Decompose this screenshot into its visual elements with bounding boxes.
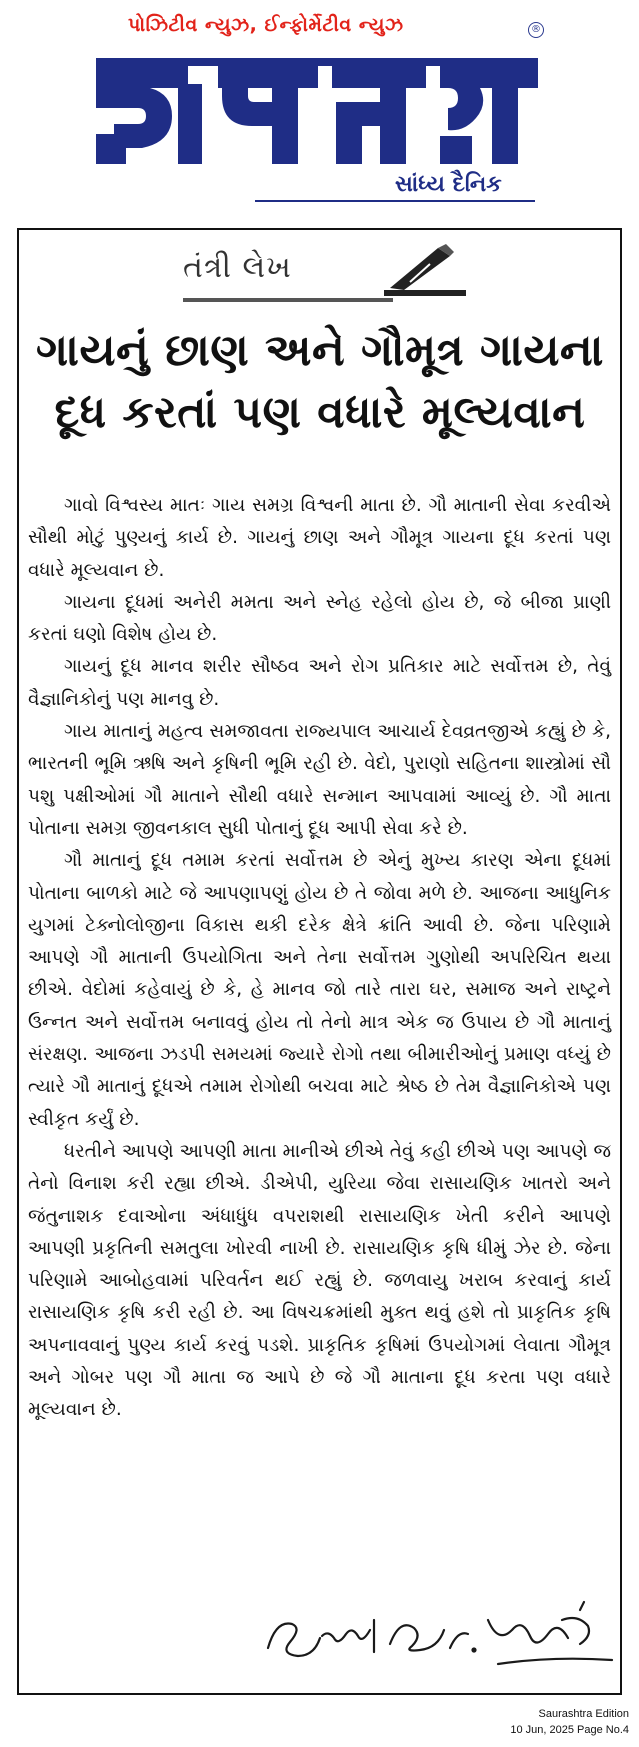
edition-info bbox=[510, 1706, 629, 1738]
pen-nib-icon bbox=[380, 242, 470, 298]
masthead-underline bbox=[255, 200, 535, 202]
edition-type: સાંધ્ય દૈનિક bbox=[395, 172, 502, 197]
headline bbox=[28, 320, 612, 444]
edition-date-page: 10 Jun, 2025 Page No.4 bbox=[510, 1724, 629, 1736]
paragraph-5: ગૌ માતાનું દૂધ તમામ કરતાં સર્વોત્તમ છે એનું મુખ્ય કારણ એના દૂધમાં પોતાના બાળકો માટે જે આપણાપણું હોય છે તે જોવા મળે છે. આજના આધુનિક યુગમાં ટેક્નોલોજીના વિકાસ થકી દરેક ક્ષેત્રે ક્રાંતિ આવી છે. જેના પરિણામે આપણે ગૌ માતાની ઉપયોગિતા અને તેના સર્વોત્તમ ગુણોથી અપરિચિત થયા છીએ. વેદોમાં કહેવાયું છે કે, હે માનવ જો તારે તારા ઘર, સમાજ અને રાષ્ટ્રને ઉન્નત અને સર્વોત્તમ બનાવવું હોય તો તેનો માત્ર એક જ ઉપાય છે ગૌ માતાનું સંરક્ષણ. આજના ઝડપી સમયમાં જ્યારે રોગો તથા બીમારીઓનું પ્રમાણ વધ્યું છે ત્યારે ગૌ માતાનું દૂધએ તમામ રોગોથી બચવા માટે શ્રેષ્ઠ છે તેમ વૈજ્ઞાનિકોએ પણ સ્વીકૃત કર્યું છે. bbox=[28, 850, 611, 1130]
paragraph-2: ગાયના દૂધમાં અનેરી મમતા અને સ્નેહ રહેલો હોય છે, જે બીજા પ્રાણી કરતાં ઘણો વિશેષ હોય છે. bbox=[28, 591, 611, 646]
paragraph-6: ધરતીને આપણે આપણી માતા માનીએ છીએ તેવું કહી છીએ પણ આપણે જ તેનો વિનાશ કરી રહ્યા છીએ. ડીએપી, યુરિયા જેવા રાસાયણિક ખાતરો અને જંતુનાશક દવાઓના અંધાધુંધ વપરાશથી રાસાયણિક ખેતી કરીને આપણે આપણી પ્રકૃતિની સમતુલા ખોરવી નાખી છે. રાસાયણિક કૃષિ ધીમું ઝેર છે. જેના પરિણામે આબોહવામાં પરિવર્તન થઈ રહ્યું છે. જળવાયુ ખરાબ કરવાનું કાર્ય રાસાયણિક કૃષિ કરી રહી છે. આ વિષચક્રમાંથી મુક્ત થવું હશે તો પ્રાકૃતિક કૃષિ અપનાવવાનું પુણ્ય કાર્ય કરવું પડશે. પ્રાકૃતિક કૃષિમાં ઉપયોગમાં લેવાતા ગૌમૂત્ર અને ગોબર પણ ગૌ માતા જ આપે છે જે ગૌ માતાના દૂધ કરતા પણ વધારે મૂલ્યવાન છે. bbox=[28, 1140, 611, 1421]
headline-line-1: ગાયનું છાણ અને ગૌમૂત્ર ગાયના bbox=[36, 325, 604, 376]
paragraph-1: ગાવો વિશ્વસ્ય માતઃ ગાય સમગ્ર વિશ્વની માતા છે. ગૌ માતાની સેવા કરવીએ સૌથી મોટું પુણ્યનું કાર્ય છે. ગાયનું છાણ અને ગૌમૂત્ર ગાયના દૂધ કરતાં પણ વધારે મૂલ્યવાન છે. bbox=[28, 495, 611, 581]
paragraph-4: ગાય માતાનું મહત્વ સમજાવતા રાજ્યપાલ આચાર્ય દેવવ્રતજીએ કહ્યું છે કે, ભારતની ભૂમિ ઋષિ અને કૃષિની ભૂમિ રહી છે. વેદો, પુરાણો સહિતના શાસ્ત્રોમાં સૌ પશુ પક્ષીઓમાં ગૌ માતાને સૌથી વધારે સન્માન આપવામાં આવ્યું છે. ગૌ માતા પોતાના સમગ્ર જીવનકાલ સુધી પોતાનું દૂધ આપી સેવા કરે છે. bbox=[28, 721, 611, 839]
edition-name: Saurashtra Edition bbox=[538, 1708, 629, 1720]
section-label-underline bbox=[183, 298, 393, 302]
masthead bbox=[0, 0, 639, 215]
article-body bbox=[28, 490, 611, 1427]
registered-mark: ® bbox=[528, 22, 544, 38]
paragraph-3: ગાયનું દૂધ માનવ શરીર સૌષ્ઠવ અને રોગ પ્રતિકાર માટે સર્વોત્તમ છે, તેવું વૈજ્ઞાનિકોનું પણ માનવુ છે. bbox=[28, 656, 611, 710]
author-signature bbox=[262, 1590, 617, 1672]
masthead-tagline: પોઝિટીવ ન્યુઝ, ઈન્ફોર્મેટીવ ન્યુઝ bbox=[128, 14, 404, 36]
abtak-logo bbox=[92, 44, 542, 176]
headline-line-2: દૂધ કરતાં પણ વધારે મૂલ્યવાન bbox=[54, 387, 586, 438]
section-label: તંત્રી લેખ bbox=[183, 250, 292, 285]
